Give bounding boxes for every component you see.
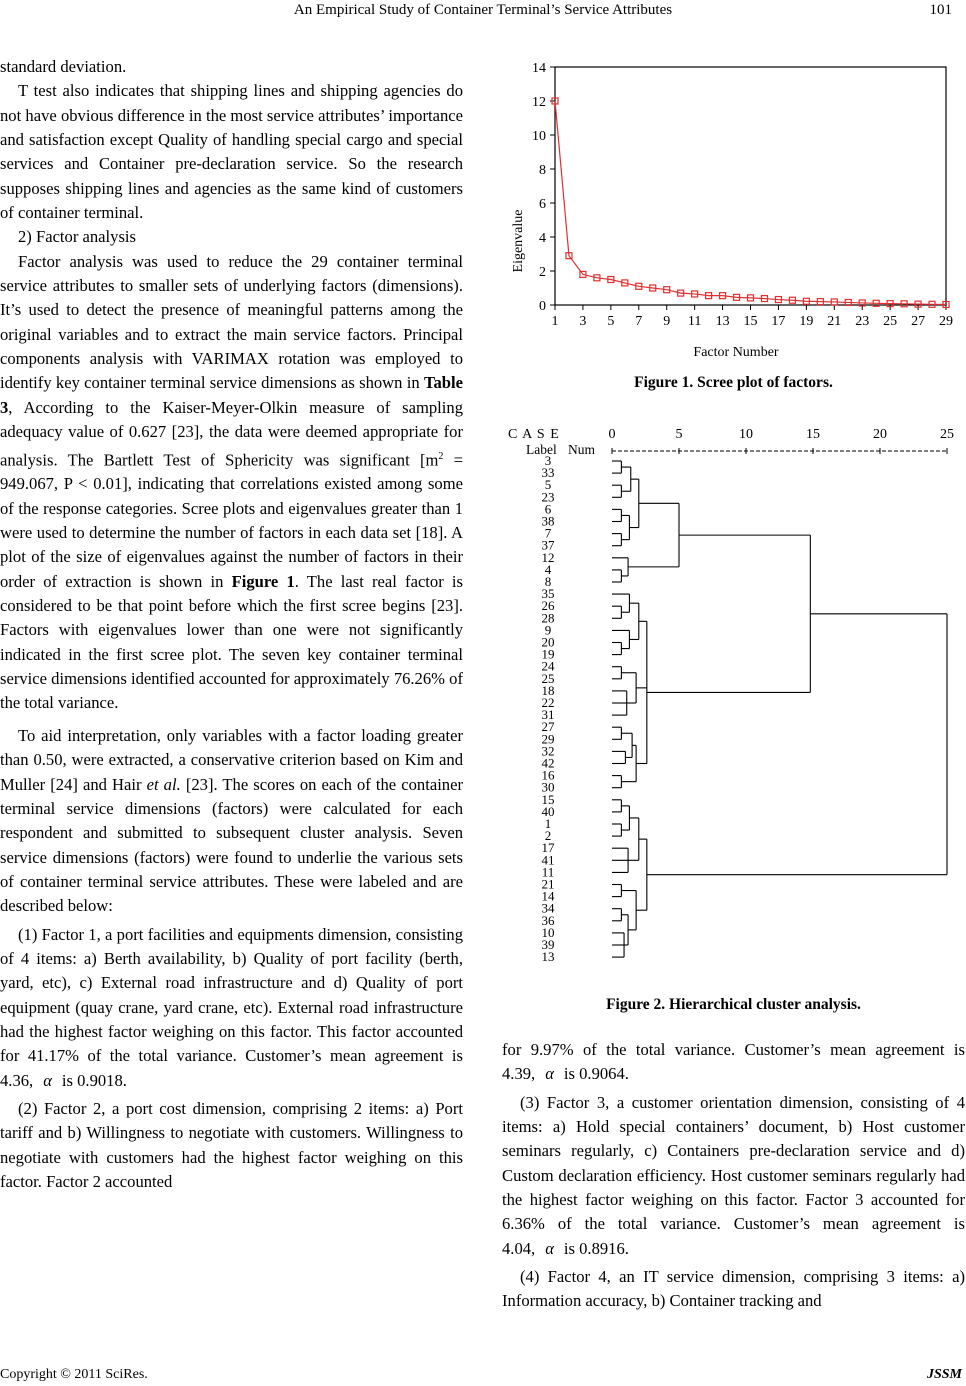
case-number: 28 [541,610,555,626]
case-number: 27 [541,719,555,735]
dendrogram-case-labels [542,453,556,964]
scale-label: 0 [608,427,616,442]
case-number: 1 [544,816,552,831]
paragraph: standard deviation. [0,57,127,76]
y-tick-label: 6 [539,197,546,212]
case-number: 39 [541,937,555,952]
x-tick-label: 25 [883,314,898,329]
left-column [0,55,463,1194]
dendrogram-scale [609,427,955,454]
case-number: 20 [541,634,555,650]
case-number: 30 [541,779,555,795]
running-header: An Empirical Study of Container Terminal’s Service Attributes [293,2,673,18]
x-tick-label: 13 [715,314,730,329]
y-tick-label: 2 [539,265,546,280]
paragraph: (2) Factor 2, a port cost dimension, comprising 2 items: a) Port tariff and b) Willingness to negotiate with customers. Willingness to negotiate with customers had the highest factor weighing on this factor. Factor 2 accounted [0,1098,463,1191]
case-number: 5 [544,477,552,493]
paragraph: (4) Factor 4, an IT service dimension, comprising 3 items: a) Information accuracy, b) Container tracking and [502,1267,965,1311]
case-number: 38 [541,513,555,529]
footer-journal: JSSM [926,1367,962,1382]
plot-frame [555,67,946,305]
x-tick-label: 7 [635,314,643,329]
case-number: 14 [541,888,555,904]
paragraph: for 9.97% of the total variance. Customer’s mean agreement is 4.39, α is 0.9064. [502,1040,965,1084]
case-number: 31 [541,707,555,723]
case-number: 16 [541,767,555,783]
y-tick-label: 10 [532,129,546,144]
x-tick-label: 9 [663,314,671,329]
right-column [502,1038,965,1314]
case-number: 33 [541,465,555,481]
scale-label: 20 [873,427,887,442]
x-tick-label: 15 [743,314,758,329]
case-number: 21 [541,876,555,892]
paragraph: (3) Factor 3, a customer orientation dimension, consisting of 4 items: a) Hold special containers’ document, b) Host customer seminars regularly, c) Containers pre-declaration service and d) Custom declaration efficiency. Host customer seminars regularly had the highest factor weighing on this factor. Factor 3 accounted for 6.36% of the total variance. Customer’s mean agreement is 4.04, α is 0.8916. [502,1092,965,1258]
x-tick-label: 3 [579,314,587,329]
case-number: 2 [544,828,552,844]
page-number: 101 [929,2,952,18]
case-number: 17 [541,840,555,856]
case-number: 41 [541,852,555,868]
y-axis-label: Eigenvalue [511,209,526,273]
label-header: Label [526,442,557,457]
y-tick-label: 8 [539,163,546,178]
y-tick-label: 0 [539,299,546,314]
case-number: 12 [541,549,555,565]
eigenvalue-line [555,101,946,304]
scale-label: 25 [940,427,954,442]
case-number: 8 [544,574,552,589]
dendrogram-branches [612,461,947,957]
alpha-symbol: α [545,1238,554,1258]
figure-2-caption: Figure 2. Hierarchical cluster analysis. [606,996,861,1013]
case-number: 4 [544,561,552,577]
case-number: 19 [541,646,555,662]
x-tick-label: 5 [607,314,615,329]
case-number: 9 [544,622,552,638]
scree-plot [505,55,965,360]
case-header: C A S E [508,427,560,442]
case-number: 6 [544,501,552,517]
case-number: 13 [541,949,555,965]
dendrogram [502,420,966,980]
case-number: 29 [541,731,555,747]
case-number: 22 [541,695,555,710]
case-number: 35 [541,586,555,602]
y-tick-label: 14 [532,61,546,76]
num-header: Num [568,442,595,457]
case-number: 11 [541,864,555,880]
scale-label: 5 [675,427,683,442]
figure-reference: Figure 1 [231,571,295,591]
case-number: 26 [541,598,555,614]
x-tick-label: 23 [855,314,870,329]
alpha-symbol: α [43,1070,52,1090]
y-tick-label: 4 [539,231,546,246]
case-number: 24 [541,658,555,674]
x-tick-label: 19 [799,314,814,329]
case-number: 42 [541,755,555,771]
x-tick-label: 29 [939,314,953,329]
case-number: 34 [541,900,555,916]
case-number: 15 [541,791,555,807]
case-number: 23 [541,489,555,505]
case-number: 36 [541,912,555,928]
paragraph: (1) Factor 1, a port facilities and equipments dimension, consisting of 4 items: a) Berth availability, b) Quality of port facility (berth, yard, etc), c) External road infrastructure and d) Quality of port equipment (quay crane, yard crane, etc). External road infrastructure had the highest factor weighing on this factor. This factor accounted for 41.17% of the total variance. Customer’s mean agreement is 4.36, α is 0.9018. [0,924,463,1090]
section-heading: 2) Factor analysis [18,227,136,247]
table-reference: Table 3 [0,373,463,417]
x-tick-label: 11 [687,314,702,329]
case-number: 3 [544,453,552,468]
scale-label: 10 [739,427,753,442]
x-tick-label: 17 [771,314,786,329]
y-tick-label: 12 [532,95,546,110]
x-tick-label: 1 [551,314,559,329]
x-tick-label: 27 [911,314,926,329]
scale-label: 15 [806,427,820,442]
case-number: 10 [541,924,555,940]
case-number: 18 [541,682,555,698]
case-number: 40 [541,803,555,819]
case-number: 32 [541,743,555,759]
x-axis-label: Factor Number [693,345,779,360]
alpha-symbol: α [545,1064,554,1084]
paragraph: To aid interpretation, only variables with a factor loading greater than 0.50, were extracted, a conservative criterion based on Kim and Muller [24] and Hair et al. [23]. The scores on each of the container terminal service dimensions (factors) were calculated for each respondent and submitted to subsequent cluster analysis. Seven service dimensions (factors) were found to underlie the various sets of container terminal service attributes. These were labeled and are described below: [0,725,463,916]
paragraph: T test also indicates that shipping lines and shipping agencies do not have obvious difference in the most service attributes’ importance and satisfaction except Quality of handling special cargo and special services and Container pre-declaration service. So the research supposes shipping lines and agencies as the same kind of customers of container terminal. [0,81,463,223]
footer-copyright: Copyright © 2011 SciRes. [0,1367,148,1382]
figure-1-caption: Figure 1. Scree plot of factors. [634,374,833,391]
x-tick-label: 21 [827,314,842,329]
paragraph: Factor analysis was used to reduce the 29 container terminal service attributes to smaller sets of underlying factors (dimensions). It’s used to detect the presence of meaningful patterns among the original variables and to extract the main service factors. Principal components analysis with VARIMAX rotation was employed to identify key container terminal service dimensions as shown in Table 3, According to the Kaiser-Meyer-Olkin measure of sampling adequacy value of 0.627 [23], the data were deemed appropriate for analysis. The Bartlett Test of Sphericity was significant [$m^2 = 949.067$, P < 0.01], indicating that correlations existed among some of the response categories. Scree plots and eigenvalues greater than 1 were used to determine the number of factors in each data set [18]. A plot of the size of eigenvalues against the number of factors in their order of extraction is shown in Figure 1. The last real factor is considered to be that point before which the first scree begins [23]. Factors with eigenvalues lower than one were not significantly indicated in the first scree plot. The seven key container terminal service dimensions identified accounted for approximately 76.26% of the total variance. [0,251,463,713]
case-number: 37 [541,537,555,553]
case-number: 25 [541,670,555,686]
scree-series [552,98,949,307]
scree-axes [532,61,953,329]
case-number: 7 [544,525,552,541]
